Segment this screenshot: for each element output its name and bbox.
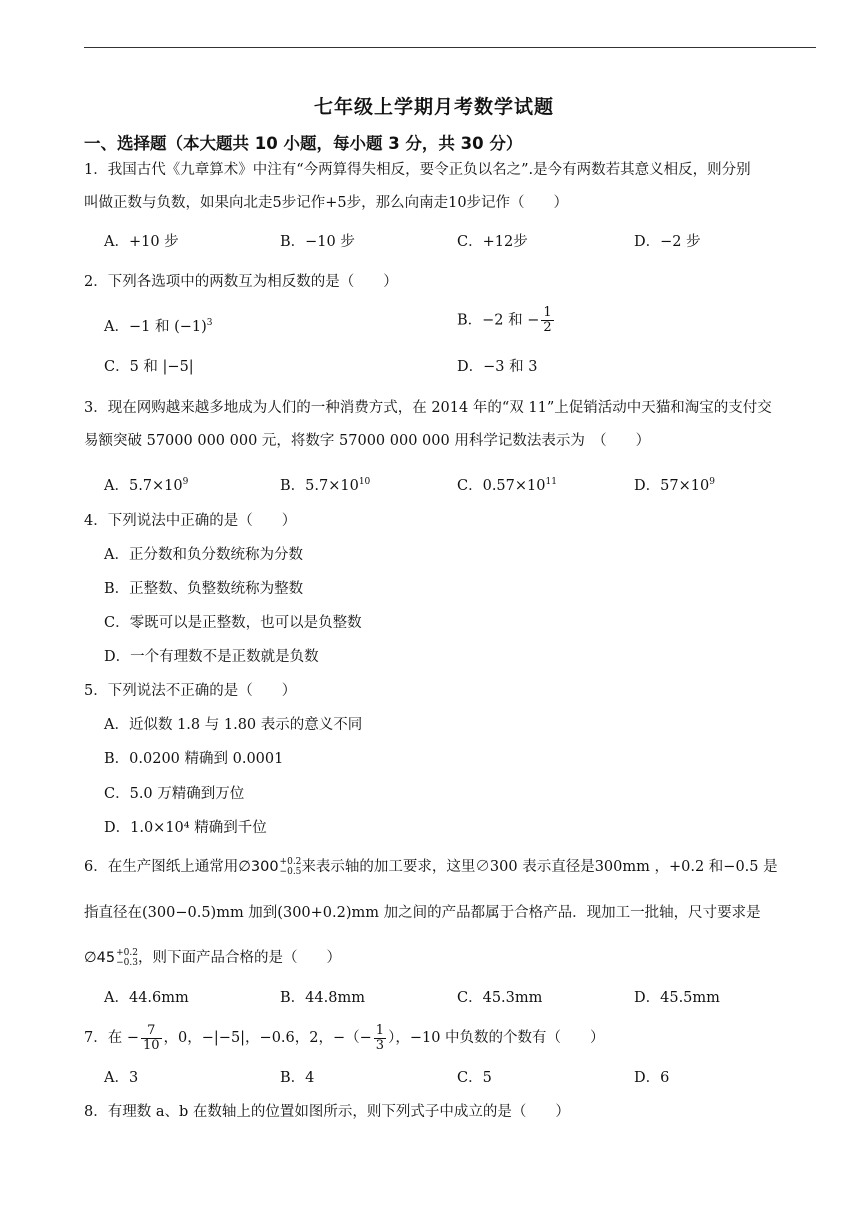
q1-line2: 叫做正数与负数，如果向北走5步记作+5步，那么向南走10步记作（ ）: [84, 195, 569, 211]
q3-option-c: C．$0.57\times 10^{11}$: [457, 477, 557, 494]
fraction: $\frac{1}{3}$: [375, 1022, 385, 1053]
q8-stem: 8．有理数 a、b 在数轴上的位置如图所示，则下列式子中成立的是（ ）: [84, 1104, 570, 1120]
q2-option-b: B．−2 和 − $\frac{1}{2}$: [457, 305, 552, 335]
q6-option-d: D．45.5mm: [634, 990, 720, 1006]
q5-option-d: D．1.0×10⁴ 精确到千位: [104, 820, 267, 836]
q3-option-b: B．$5.7\times 10^{10}$: [280, 477, 371, 494]
q7-stem: 7．在 − $\frac{7}{10}$ ，0，−|−5|，−0.6，2，−（− $\frac{1}{3}$ ），−10 中负数的个数有（ ）: [84, 1022, 605, 1053]
q1-option-b: B．−10 步: [280, 234, 355, 250]
header-rule: [84, 47, 816, 48]
q3-line2: 易额突破 57000 000 000 元，将数字 57000 000 000 用科学记数法表示为 （ ）: [84, 433, 651, 449]
q2-option-c: C．5 和 |−5|: [104, 359, 194, 375]
q4-option-a: A．正分数和负分数统称为分数: [104, 547, 303, 563]
q1-option-c: C．+12步: [457, 234, 528, 250]
q4-option-b: B．正整数、负整数统称为整数: [104, 581, 304, 597]
tolerance: +0.2 −0.5: [279, 857, 302, 877]
q3-line1: 3．现在网购越来越多地成为人们的一种消费方式，在 2014 年的“双 11”上促销活动中天猫和淘宝的支付交: [84, 400, 772, 416]
q5-option-a: A．近似数 1.8 与 1.80 表示的意义不同: [104, 717, 363, 733]
q2-stem: 2．下列各选项中的两数互为相反数的是（ ）: [84, 274, 398, 290]
fraction: $\frac{1}{2}$: [543, 305, 552, 335]
q6-option-b: B．44.8mm: [280, 990, 365, 1006]
q5-option-b: B．0.0200 精确到 0.0001: [104, 751, 284, 767]
q2-option-d: D．−3 和 3: [457, 359, 538, 375]
q7-option-b: B．4: [280, 1070, 315, 1086]
q6-option-a: A．44.6mm: [104, 990, 189, 1006]
q7-option-a: A．3: [104, 1070, 139, 1086]
section-heading: 一、选择题（本大题共 10 小题，每小题 3 分，共 30 分）: [84, 134, 523, 153]
q3-option-a: A．$5.7\times 10^9$: [104, 477, 189, 494]
q4-stem: 4．下列说法中正确的是（ ）: [84, 513, 297, 529]
q6-line3: ∅45 +0.2 −0.3 ，则下面产品合格的是（ ）: [84, 948, 341, 968]
q3-option-d: D．$57\times 10^9$: [634, 477, 715, 494]
q1-line1: 1．我国古代《九章算术》中注有“今两算得失相反，要令正负以名之”.是今有两数若其意义相反，则分别: [84, 162, 751, 178]
q5-option-c: C．5.0 万精确到万位: [104, 786, 245, 802]
q6-line1: 6．在生产图纸上通常用∅300 +0.2 −0.5 来表示轴的加工要求，这里∅300 表示直径是300mm ，+0.2 和−0.5 是: [84, 857, 778, 877]
q6-option-c: C．45.3mm: [457, 990, 543, 1006]
q1-option-d: D．−2 步: [634, 234, 701, 250]
q4-option-d: D．一个有理数不是正数就是负数: [104, 649, 319, 665]
q1-option-a: A．+10 步: [104, 234, 179, 250]
q5-stem: 5．下列说法不正确的是（ ）: [84, 683, 297, 699]
q7-option-c: C．5: [457, 1070, 492, 1086]
q4-option-c: C．零既可以是正整数，也可以是负整数: [104, 615, 362, 631]
q2-option-a: A．−1 和 $(-1)^3$: [104, 318, 213, 335]
fraction: $\frac{7}{10}$: [142, 1022, 160, 1053]
tolerance: +0.2 −0.3: [116, 948, 138, 968]
q7-option-d: D．6: [634, 1070, 670, 1086]
page-title: 七年级上学期月考数学试题: [313, 96, 554, 118]
q6-line2: 指直径在(300−0.5)mm 加到(300+0.2)mm 加之间的产品都属于合格产品．现加工一批轴，尺寸要求是: [84, 905, 761, 921]
